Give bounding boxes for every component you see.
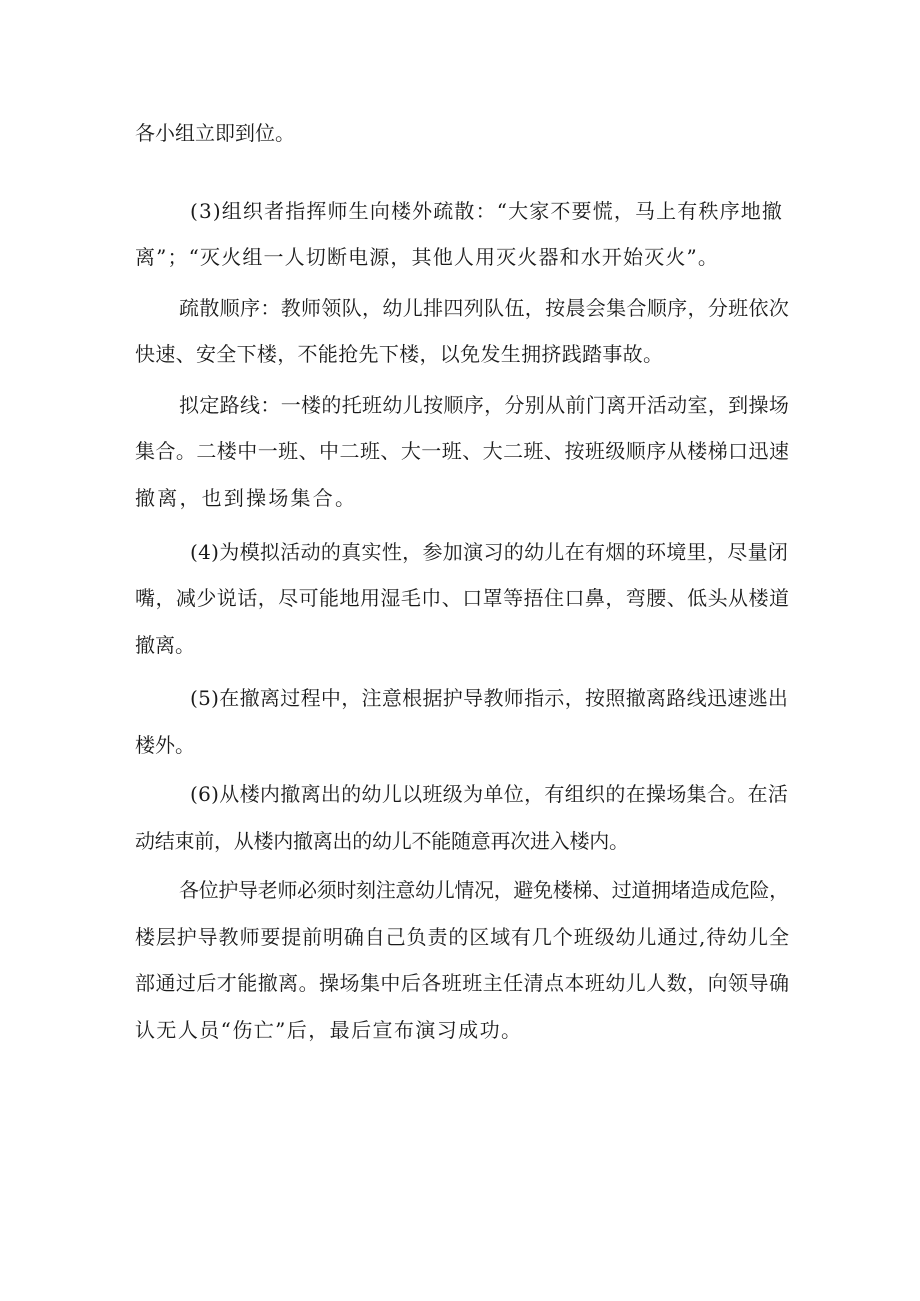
text-line: (5)在撤离过程中，注意根据护导教师指示，按照撤离路线迅速逃出 — [190, 686, 789, 710]
text-line: (4)为模拟活动的真实性，参加演习的幼儿在有烟的环境里，尽量闭 — [190, 540, 789, 564]
text-line: 嘴，减少说话，尽可能地用湿毛巾、口罩等捂住口鼻，弯腰、低头从楼道 — [135, 586, 790, 610]
text-line: (6)从楼内撤离出的幼儿以班级为单位，有组织的在操场集合。在活 — [190, 782, 789, 806]
text-line: 撤离。 — [135, 633, 195, 657]
text-line: 集合。二楼中一班、中二班、大一班、大二班、按班级顺序从楼梯口迅速 — [135, 439, 790, 463]
text-line: 楼外。 — [135, 733, 195, 757]
text-line: 部通过后才能撤离。操场集中后各班班主任清点本班幼儿人数，向领导确 — [135, 971, 790, 995]
text-line: (3)组织者指挥师生向楼外疏散：“大家不要慌，马上有秩序地撤 — [190, 199, 784, 223]
text-line: 快速、安全下楼，不能抢先下楼，以免发生拥挤践踏事故。 — [135, 342, 664, 366]
text-line: 认无人员“伤亡”后，最后宣布演习成功。 — [135, 1018, 523, 1042]
text-line: 疏散顺序：教师领队，幼儿排四列队伍，按晨会集合顺序，分班依次 — [179, 296, 790, 320]
text-line: 动结束前，从楼内撤离出的幼儿不能随意再次进入楼内。 — [135, 829, 629, 853]
text-line: 拟定路线：一楼的托班幼儿按顺序，分别从前门离开活动室，到操场 — [179, 393, 790, 417]
text-line: 各小组立即到位。 — [135, 121, 295, 145]
text-line: 各位护导老师必须时刻注意幼儿情况，避免楼梯、过道拥堵造成危险， — [179, 878, 789, 902]
text-line: 撤离，也到操场集合。 — [135, 486, 358, 510]
text-line: 离”；“灭火组一人切断电源，其他人用灭火器和水开始灭火”。 — [135, 245, 720, 269]
text-line: 楼层护导教师要提前明确自己负责的区域有几个班级幼儿通过,待幼儿全 — [135, 925, 790, 949]
